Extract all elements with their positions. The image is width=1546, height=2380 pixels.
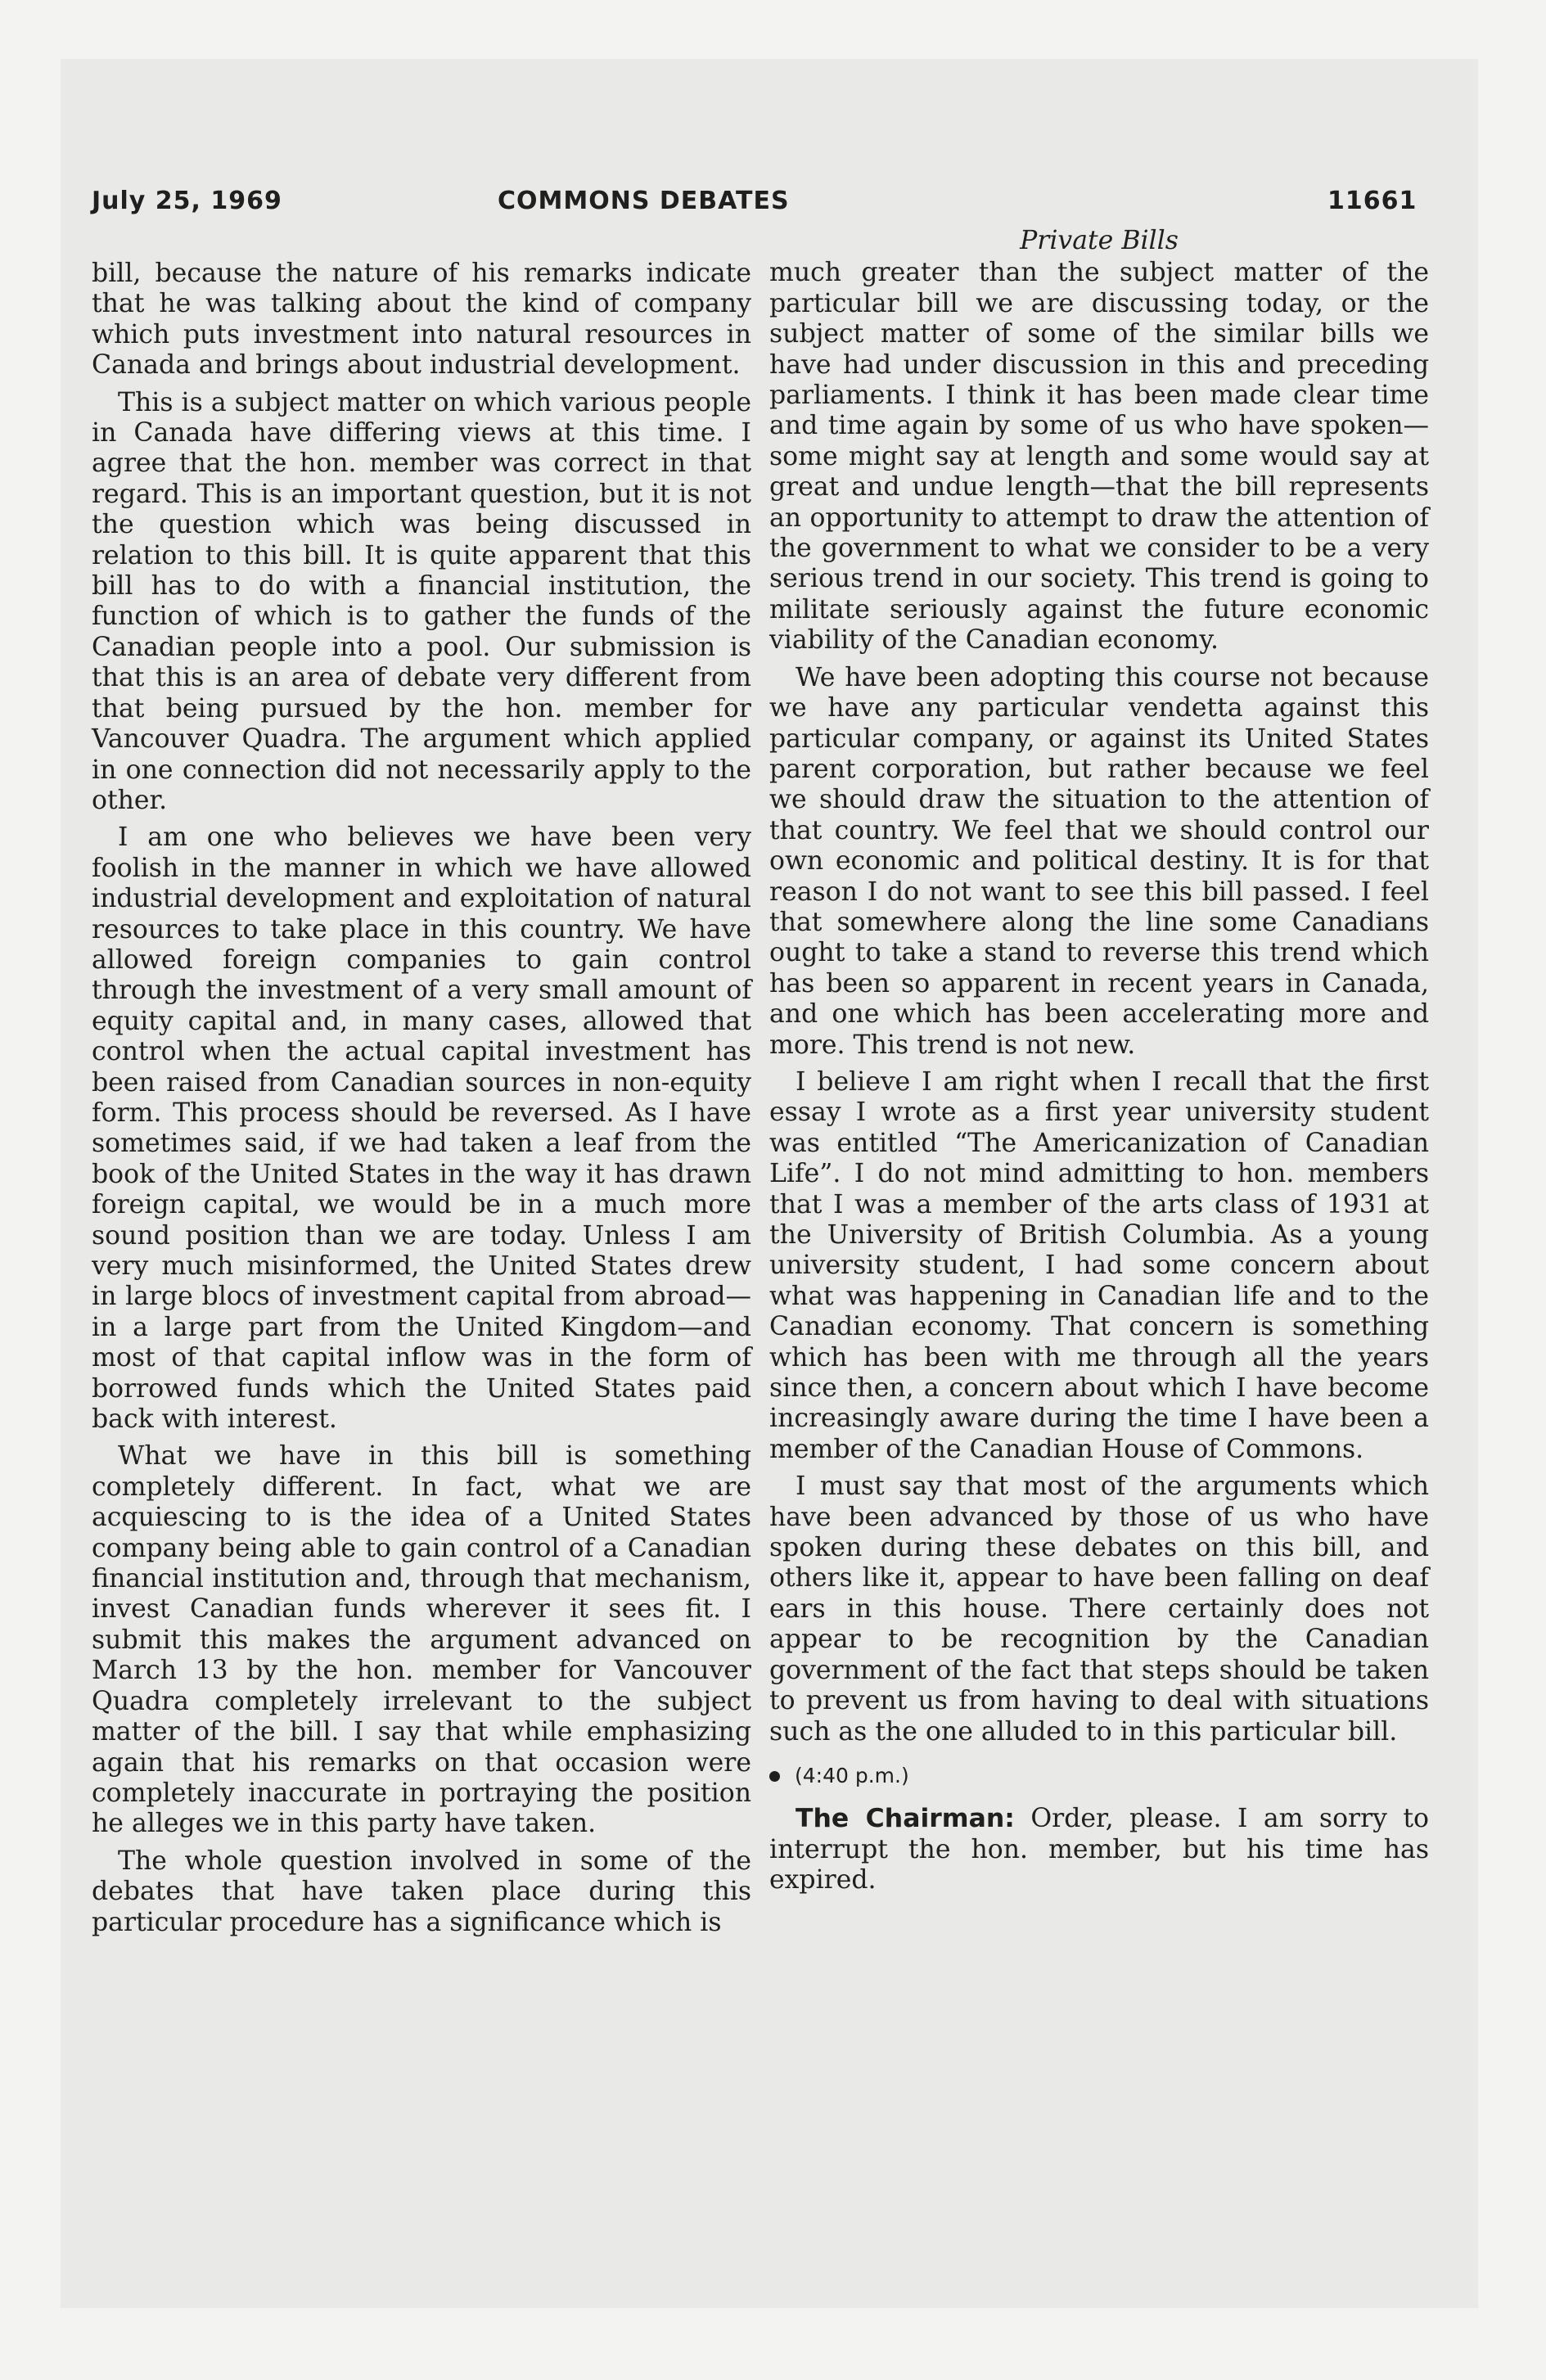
right-column bbox=[769, 226, 1429, 1903]
speaker-paragraph bbox=[769, 1804, 1429, 1895]
page-number: 11661 bbox=[1327, 187, 1418, 215]
header-date: July 25, 1969 bbox=[92, 187, 282, 215]
paragraph: I must say that most of the arguments which have been advanced by those of us who have spoken during these debates on this bill, and others like it, appear to have been falling on deaf ears in this house. There certainly does not appear to be recognition by the Canadian government of the fact that steps should be taken to prevent us from having to deal with situations such as the one alluded to in this particular bill. bbox=[769, 1472, 1429, 1747]
speaker-name: The Chairman: bbox=[796, 1804, 1015, 1834]
bullet-icon bbox=[769, 1771, 780, 1782]
timestamp: (4:40 p.m.) bbox=[795, 1763, 909, 1787]
header-title: COMMONS DEBATES bbox=[498, 187, 790, 215]
paragraph: We have been adopting this course not because we have any particular vendetta against this particular company, or against its United States parent corporation, but rather because we feel we should draw the situation to the attention of that country. We feel that we should control our own economic and political destiny. It is for that reason I do not want to see this bill passed. I feel that somewhere along the line some Canadians ought to take a stand to reverse this trend which has been so apparent in recent years in Canada, and one which has been accelerating more and more. This trend is not new. bbox=[769, 662, 1429, 1060]
paragraph: I am one who believes we have been very foolish in the manner in which we have allowed industrial development and exploitation of natural resources to take place in this country. We have allowed foreign companies to gain control through the investment of a very small amount of equity capital and, in many cases, allowed that control when the actual capital investment has been raised from Canadian sources in non-equity form. This process should be reversed. As I have sometimes said, if we had taken a leaf from the book of the United States in the way it has drawn foreign capital, we would be in a much more sound position than we are today. Unless I am very much misinformed, the United States drew in large blocs of investment capital from abroad—in a large part from the United Kingdom—and most of that capital inflow was in the form of borrowed funds which the United States paid back with interest. bbox=[92, 823, 751, 1435]
section-heading: Private Bills bbox=[1020, 226, 1179, 255]
paragraph: I believe I am right when I recall that the first essay I wrote as a first year university student was entitled “The Americanization of Canadian Life”. I do not mind admitting to hon. members that I was a member of the arts class of 1931 at the University of British Columbia. As a young university student, I had some concern about what was happening in Canadian life and to the Canadian economy. That concern is something which has been with me through all the years since then, a concern about which I have become increasingly aware during the time I have been a member of the Canadian House of Commons. bbox=[769, 1066, 1429, 1464]
timestamp-line bbox=[769, 1760, 1429, 1791]
paragraph: much greater than the subject matter of the particular bill we are discussing today, or the subject matter of some of the similar bills we have had under discussion in this and preceding parliaments. I think it has been made clear time and time again by some of us who have spoken—some might say at length and some would say at great and undue length—that the bill represents an opportunity to attempt to draw the attention of the government to what we consider to be a very serious trend in our society. This trend is going to militate seriously against the future economic viability of the Canadian economy. bbox=[769, 258, 1429, 656]
paragraph: bill, because the nature of his remarks indicate that he was talking about the kind of company which puts investment into natural resources in Canada and brings about industrial development. bbox=[92, 259, 751, 381]
paragraph: What we have in this bill is something completely different. In fact, what we are acquiescing to is the idea of a United States company being able to gain control of a Canadian financial institution and, through that mechanism, invest Canadian funds wherever it sees fit. I submit this makes the argument advanced on March 13 by the hon. member for Vancouver Quadra completely irrelevant to the subject matter of the bill. I say that while emphasizing again that his remarks on that occasion were completely inaccurate in portraying the position he alleges we in this party have taken. bbox=[92, 1441, 751, 1839]
paragraph: This is a subject matter on which various people in Canada have differing views at this time. I agree that the hon. member was correct in that regard. This is an important question, but it is not the question which was being discussed in relation to this bill. It is quite apparent that this bill has to do with a financial institution, the function of which is to gather the funds of the Canadian people into a pool. Our submission is that this is an area of debate very different from that being pursued by the hon. member for Vancouver Quadra. The argument which applied in one connection did not necessarily apply to the other. bbox=[92, 387, 751, 815]
page-header bbox=[92, 187, 1418, 228]
left-column bbox=[92, 259, 751, 1945]
paragraph: The whole question involved in some of the debates that have taken place during this particular procedure has a significance which is bbox=[92, 1846, 751, 1937]
speaker-text: Order, please. I am sorry to interrupt the hon. member, but his time has expired. bbox=[769, 1804, 1429, 1895]
